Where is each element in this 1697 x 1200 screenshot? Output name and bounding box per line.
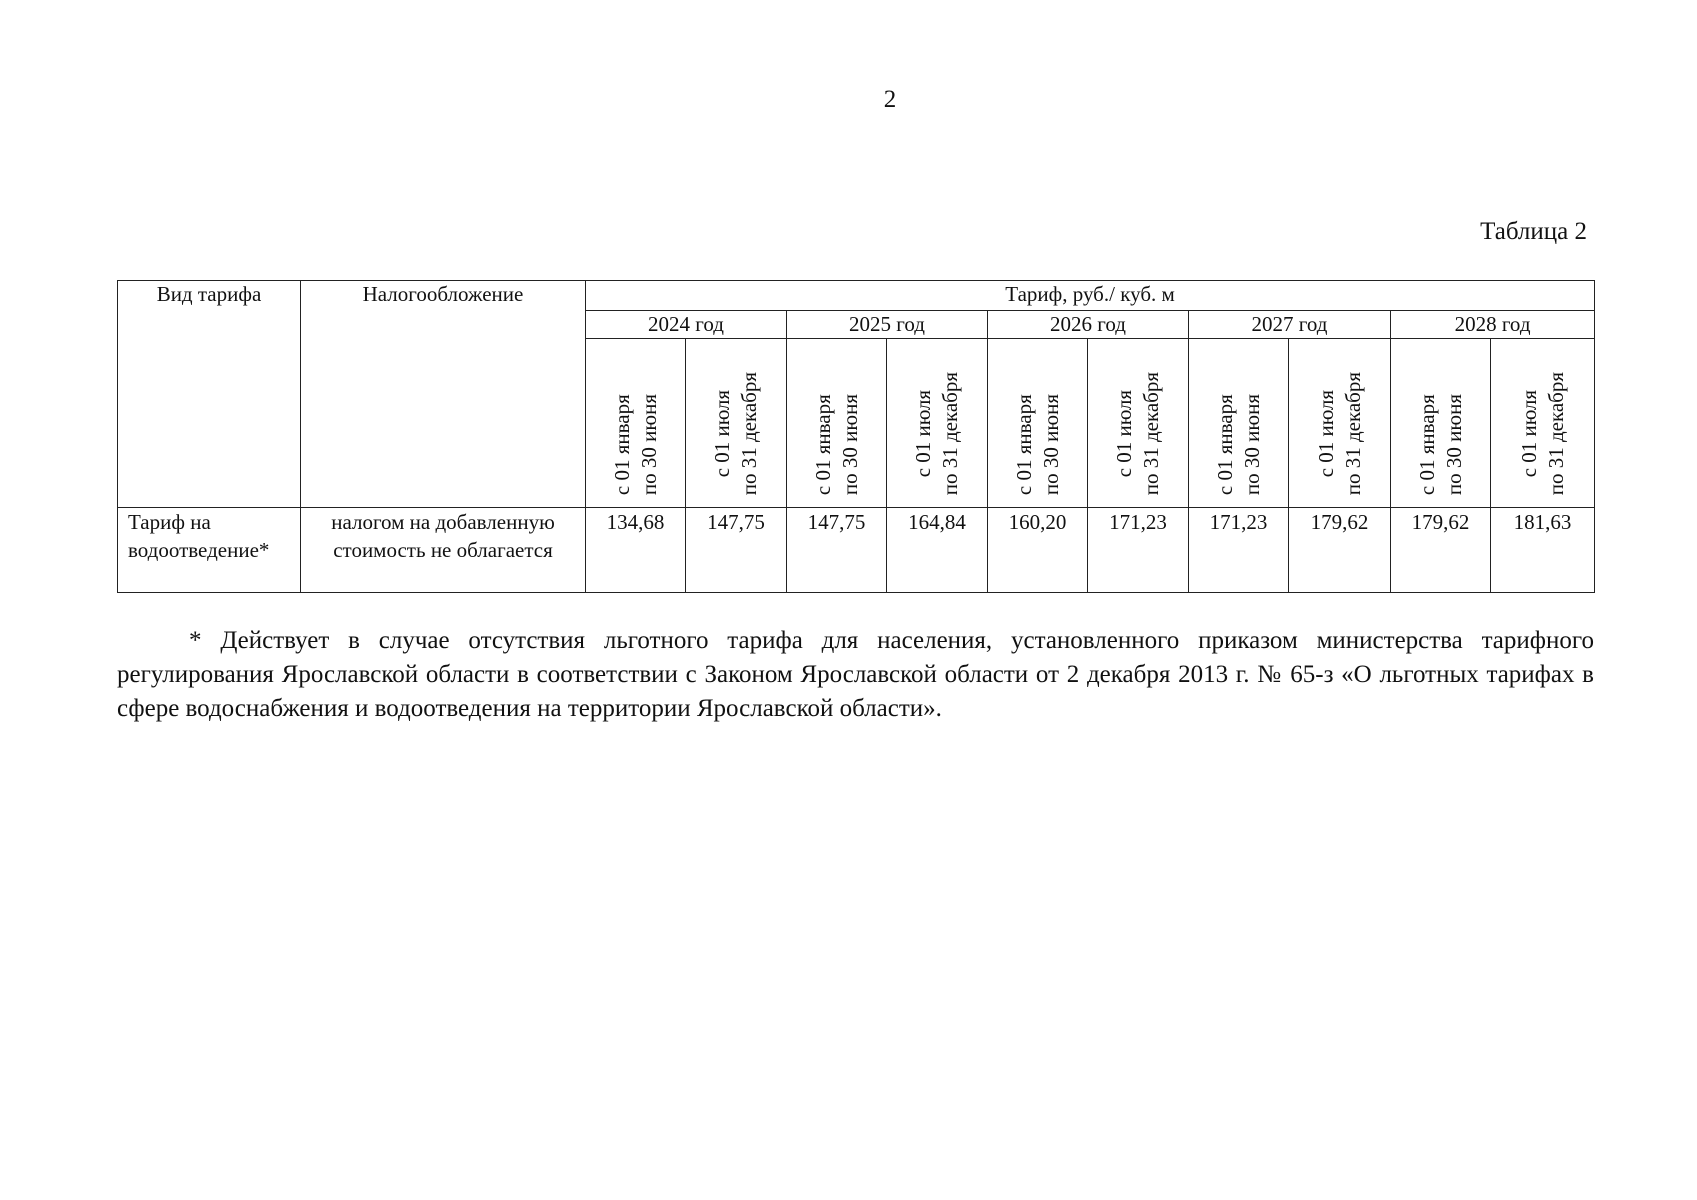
period-label: с 01 января по 30 июня: [1011, 393, 1063, 495]
tariff-value-cell: 181,63: [1491, 508, 1595, 593]
period-label: с 01 июля по 31 декабря: [1112, 371, 1163, 495]
tariff-value-cell: 160,20: [988, 508, 1088, 593]
period-header: [1391, 339, 1491, 508]
period-header: [988, 339, 1088, 508]
period-header: [1189, 339, 1289, 508]
tariff-value-cell: 164,84: [887, 508, 988, 593]
period-label: с 01 июля по 31 декабря: [1313, 371, 1365, 495]
tariff-value-cell: 147,75: [686, 508, 787, 593]
tariff-value-cell: 171,23: [1088, 508, 1189, 593]
period-header: [1289, 339, 1391, 508]
page-number: 2: [883, 86, 897, 113]
tariff-value-cell: 179,62: [1391, 508, 1491, 593]
year-header: 2026 год: [988, 311, 1189, 339]
col-header-tax: Налогообложение: [301, 281, 586, 508]
period-label: с 01 июля по 31 декабря: [1516, 371, 1568, 495]
col-header-tariff: Тариф, руб./ куб. м: [586, 281, 1595, 311]
tariff-value-cell: 147,75: [787, 508, 887, 593]
tariff-value-cell: 171,23: [1189, 508, 1289, 593]
taxation-cell: налогом на добавленную стоимость не облагается: [301, 508, 586, 593]
tariff-table: [117, 280, 1595, 593]
period-label: с 01 января по 30 июня: [609, 393, 661, 495]
tariff-value-cell: 134,68: [586, 508, 686, 593]
year-header: 2025 год: [787, 311, 988, 339]
period-header: [586, 339, 686, 508]
year-header: 2027 год: [1189, 311, 1391, 339]
period-label: с 01 января по 30 июня: [1414, 393, 1466, 495]
table-caption: Таблица 2: [1480, 218, 1587, 245]
year-header: 2028 год: [1391, 311, 1595, 339]
table-row: [118, 508, 1595, 593]
tariff-value-cell: 179,62: [1289, 508, 1391, 593]
period-header: [887, 339, 988, 508]
period-label: с 01 января по 30 июня: [1212, 393, 1264, 495]
year-header: 2024 год: [586, 311, 787, 339]
period-label: с 01 июля по 31 декабря: [911, 371, 962, 495]
col-header-type: Вид тарифа: [118, 281, 301, 508]
footnote: * Действует в случае отсутствия льготного тарифа для населения, установленного приказом министерства тарифного регулирования Ярославской области в соответствии с Законом Ярославской области от 2 декабря 2013 г. № 65-з «О льготных тарифах в сфере водоснабжения и водоотведения на территории Ярославской области».: [117, 627, 1594, 722]
period-label: с 01 января по 30 июня: [810, 393, 862, 495]
period-header: [787, 339, 887, 508]
period-header: [1088, 339, 1189, 508]
period-header: [686, 339, 787, 508]
period-header: [1491, 339, 1595, 508]
period-label: с 01 июля по 31 декабря: [710, 371, 761, 495]
tariff-type-cell: Тариф на водоотведение*: [118, 508, 301, 593]
